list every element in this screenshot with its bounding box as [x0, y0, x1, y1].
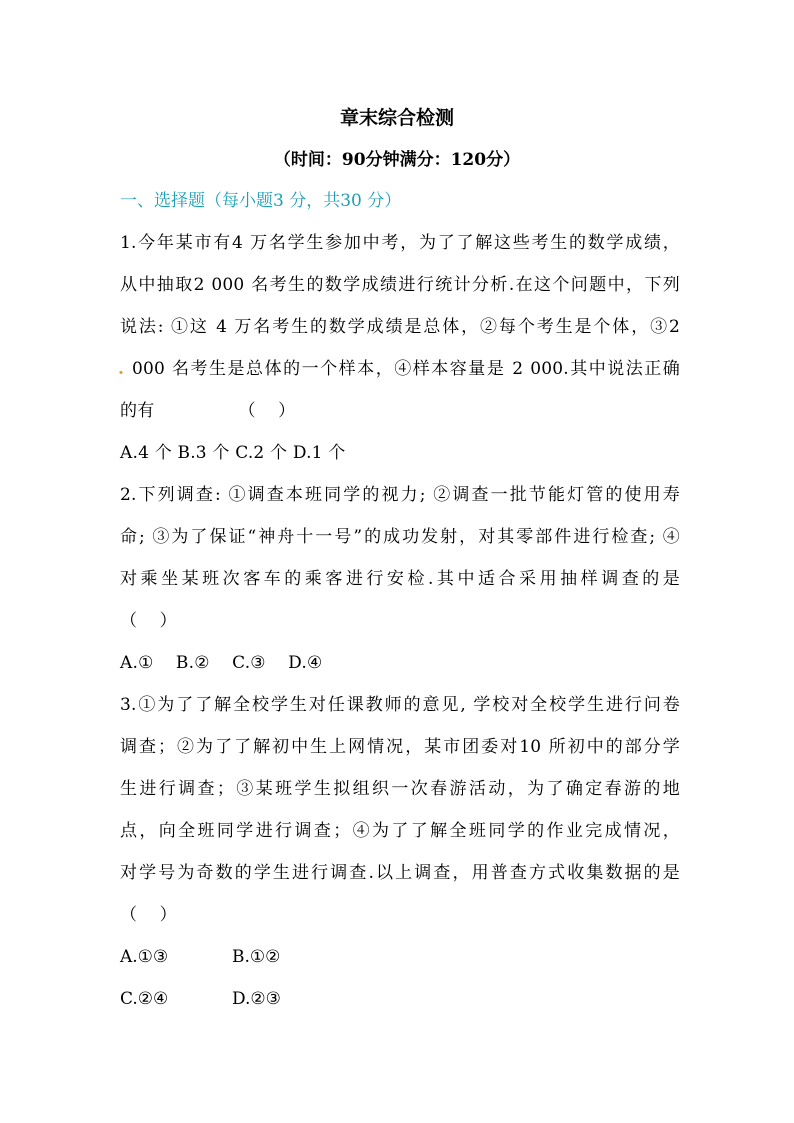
q3-line-5: 对学号为奇数的学生进行调查.以上调查，用普查方式收集数据的是	[120, 863, 680, 883]
q2-line-3: 对乘坐某班次客车的乘客进行安检.其中适合采用抽样调查的是	[120, 569, 680, 589]
q1-line-5: 的有 （ ）	[120, 401, 296, 421]
q1-line-4: 000 名考生是总体的一个样本，④样本容量是 2 000.其中说法正确	[132, 359, 680, 379]
q1-options: A.4 个 B.3 个 C.2 个 D.1 个	[120, 443, 346, 463]
marker-dot: .	[118, 359, 125, 379]
q3-line-3: 生进行调查；③某班学生拟组织一次春游活动，为了确定春游的地	[120, 779, 680, 799]
q3-option-c: C.②④	[120, 989, 169, 1009]
q2-line-4: （ ）	[120, 611, 177, 631]
q3-line-1: 3.①为了了解全校学生对任课教师的意见, 学校对全校学生进行问卷	[120, 695, 680, 715]
page-title: 章末综合检测	[339, 107, 454, 129]
q1-line-4-dot	[118, 357, 126, 381]
q2-line-2: 命; ③为了保证“神舟十一号”的成功发射，对其零部件进行检查; ④	[120, 527, 680, 547]
q1-line-2: 从中抽取2 000 名考生的数学成绩进行统计分析.在这个问题中，下列	[120, 275, 680, 295]
q3-option-a: A.①③	[120, 947, 169, 967]
q2-line-1: 2.下列调查: ①调查本班同学的视力; ②调查一批节能灯管的使用寿	[120, 485, 680, 505]
q2-options: A.① B.② C.③ D.④	[120, 653, 323, 673]
q1-line-1: 1.今年某市有4 万名学生参加中考，为了了解这些考生的数学成绩，	[120, 233, 680, 253]
q3-line-4: 点，向全班同学进行调查；④为了了解全班同学的作业完成情况，	[120, 821, 680, 841]
q3-option-d: D.②③	[232, 989, 281, 1009]
section-heading-choice: 一、选择题（每小题3 分，共30 分）	[120, 191, 402, 211]
q3-option-b: B.①②	[232, 947, 281, 967]
q3-line-2: 调查；②为了了解初中生上网情况，某市团委对10 所初中的部分学	[120, 737, 680, 757]
q3-line-6: （ ）	[120, 905, 177, 925]
page-subtitle: （时间：90分钟满分：120分）	[273, 150, 521, 170]
q1-line-3: 说法: ①这 4 万名考生的数学成绩是总体，②每个考生是个体，③2	[120, 317, 680, 337]
